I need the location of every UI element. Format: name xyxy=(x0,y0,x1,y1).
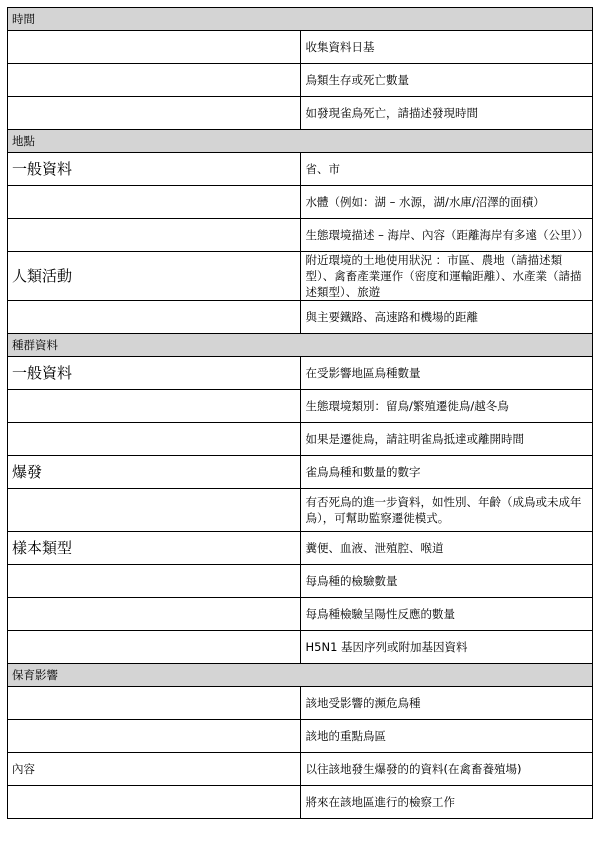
row-label xyxy=(8,97,301,130)
row-text: 生態環境描述 – 海岸、內容（距離海岸有多遠（公里）） xyxy=(300,219,593,252)
row-text: 生態環境類別：留鳥/繁殖遷徙鳥/越冬鳥 xyxy=(300,390,593,423)
row-label: 樣本類型 xyxy=(8,532,301,565)
row-label xyxy=(8,720,301,753)
info-table xyxy=(7,7,593,819)
table-row xyxy=(8,687,593,720)
row-label xyxy=(8,301,301,334)
table-row xyxy=(8,390,593,423)
table-row xyxy=(8,720,593,753)
table-row xyxy=(8,153,593,186)
table-row xyxy=(8,489,593,532)
table-row xyxy=(8,31,593,64)
row-text: 該地受影響的瀕危鳥種 xyxy=(300,687,593,720)
table-row xyxy=(8,631,593,664)
info-table-body xyxy=(8,8,593,819)
row-label xyxy=(8,64,301,97)
section-header-time xyxy=(8,8,593,31)
row-label xyxy=(8,565,301,598)
row-label xyxy=(8,786,301,819)
info-table-sheet xyxy=(7,7,593,819)
row-text: H5N1 基因序列或附加基因資料 xyxy=(300,631,593,664)
row-label: 一般資料 xyxy=(8,357,301,390)
table-row xyxy=(8,565,593,598)
row-label xyxy=(8,598,301,631)
section-title: 保育影響 xyxy=(8,664,593,687)
row-label xyxy=(8,390,301,423)
row-text: 每鳥種檢驗呈陽性反應的數量 xyxy=(300,598,593,631)
table-row xyxy=(8,753,593,786)
row-label: 一般資料 xyxy=(8,153,301,186)
row-text: 如果是遷徙鳥，請註明雀鳥抵達或離開時間 xyxy=(300,423,593,456)
row-text: 每鳥種的檢驗數量 xyxy=(300,565,593,598)
table-row xyxy=(8,301,593,334)
row-label xyxy=(8,631,301,664)
row-label xyxy=(8,687,301,720)
row-text: 以往該地發生爆發的的資料(在禽畜養殖場) xyxy=(300,753,593,786)
row-text: 與主要鐵路、高速路和機場的距離 xyxy=(300,301,593,334)
row-text: 水體（例如：湖 – 水源，湖/水庫/沼澤的面積） xyxy=(300,186,593,219)
table-row xyxy=(8,64,593,97)
row-label xyxy=(8,31,301,64)
table-row xyxy=(8,252,593,301)
row-label xyxy=(8,219,301,252)
section-header-conservation xyxy=(8,664,593,687)
row-text: 在受影響地區鳥種數量 xyxy=(300,357,593,390)
row-text: 雀鳥鳥種和數量的數字 xyxy=(300,456,593,489)
section-title: 時間 xyxy=(8,8,593,31)
table-row xyxy=(8,423,593,456)
table-row xyxy=(8,598,593,631)
row-text: 省、市 xyxy=(300,153,593,186)
table-row xyxy=(8,219,593,252)
row-text: 該地的重點鳥區 xyxy=(300,720,593,753)
row-text: 將來在該地區進行的檢察工作 xyxy=(300,786,593,819)
table-row xyxy=(8,456,593,489)
table-row xyxy=(8,532,593,565)
row-text: 有否死鳥的進一步資料，如性別、年齡（成鳥或未成年鳥），可幫助監察遷徙模式。 xyxy=(300,489,593,532)
row-text: 鳥類生存或死亡數量 xyxy=(300,64,593,97)
section-title: 種群資料 xyxy=(8,334,593,357)
row-label xyxy=(8,423,301,456)
section-header-location xyxy=(8,130,593,153)
row-label xyxy=(8,186,301,219)
row-text: 附近環境的土地使用狀況 ：市區、農地（請描述類型）、禽畜產業運作（密度和運輸距離）、水產業（請描述類型）、旅遊 xyxy=(300,252,593,301)
table-row xyxy=(8,786,593,819)
row-text: 糞便、血液、泄殖腔、喉道 xyxy=(300,532,593,565)
section-title: 地點 xyxy=(8,130,593,153)
section-header-population xyxy=(8,334,593,357)
row-label: 內容 xyxy=(8,753,301,786)
row-label: 爆發 xyxy=(8,456,301,489)
table-row xyxy=(8,97,593,130)
row-text: 收集資料日基 xyxy=(300,31,593,64)
row-label xyxy=(8,489,301,532)
table-row xyxy=(8,357,593,390)
row-text: 如發現雀鳥死亡，請描述發現時間 xyxy=(300,97,593,130)
table-row xyxy=(8,186,593,219)
row-label: 人類活動 xyxy=(8,252,301,301)
